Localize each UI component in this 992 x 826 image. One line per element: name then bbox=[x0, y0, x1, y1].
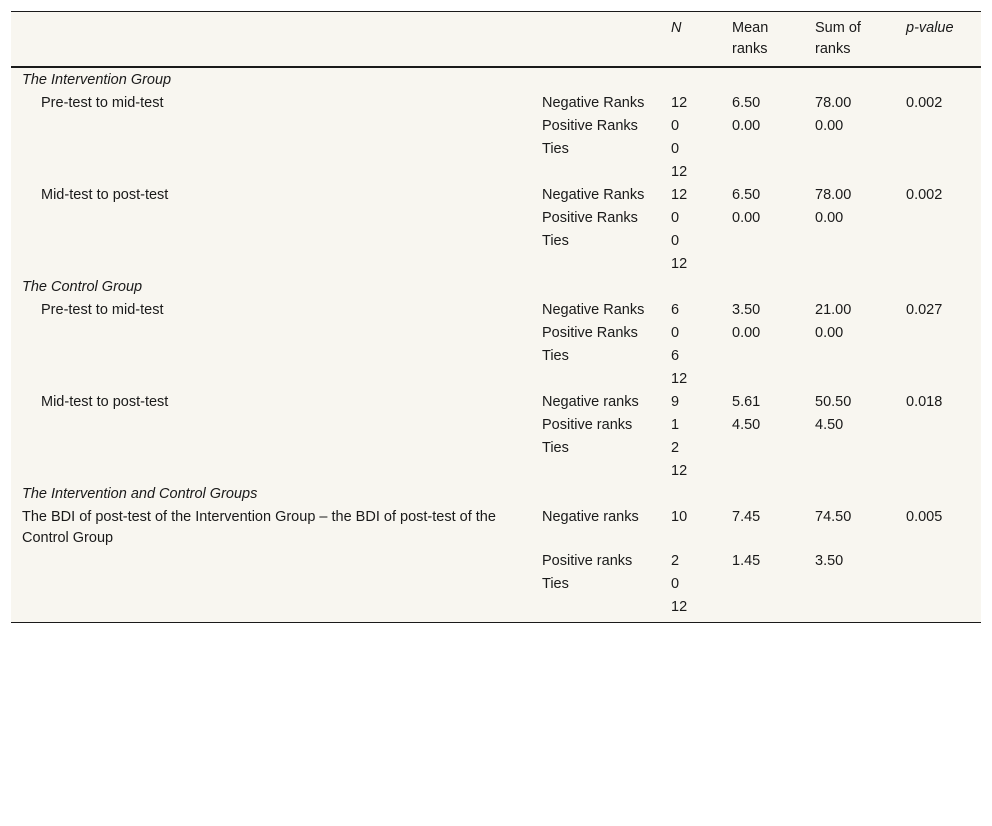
section-title: The Intervention Group bbox=[22, 72, 172, 88]
p-value-cell bbox=[895, 460, 981, 483]
rank-type-cell: Negative ranks bbox=[542, 394, 639, 410]
table-row bbox=[11, 207, 981, 230]
n-cell: 10 bbox=[671, 509, 688, 525]
sum-of-ranks-cell: 74.50 bbox=[815, 509, 852, 525]
p-value-cell bbox=[895, 322, 981, 345]
rank-type-cell: Ties bbox=[542, 440, 569, 456]
comparison-label: Mid-test to post-test bbox=[41, 187, 169, 203]
header-rank-type bbox=[531, 12, 660, 68]
rank-type-cell: Positive ranks bbox=[542, 553, 633, 569]
mean-ranks-cell: 1.45 bbox=[732, 553, 761, 569]
p-value-cell bbox=[895, 414, 981, 437]
rank-type-cell bbox=[531, 596, 660, 622]
p-value-cell bbox=[895, 207, 981, 230]
n-cell: 12 bbox=[671, 463, 688, 479]
table-row bbox=[11, 506, 981, 550]
rank-type-cell bbox=[531, 368, 660, 391]
table-row bbox=[11, 230, 981, 253]
rank-type-cell: Negative Ranks bbox=[542, 302, 645, 318]
mean-ranks-cell: 0.00 bbox=[732, 210, 761, 226]
table-row bbox=[11, 253, 981, 276]
header-row bbox=[11, 12, 981, 68]
mean-ranks-cell: 6.50 bbox=[732, 95, 761, 111]
comparison-label: Mid-test to post-test bbox=[41, 394, 169, 410]
p-value-cell bbox=[895, 437, 981, 460]
comparison-label: Pre-test to mid-test bbox=[41, 95, 164, 111]
comparison-label bbox=[11, 230, 531, 253]
sum-of-ranks-cell bbox=[804, 596, 895, 622]
table-row bbox=[11, 115, 981, 138]
p-value-cell: 0.027 bbox=[906, 302, 943, 318]
sum-of-ranks-cell bbox=[804, 138, 895, 161]
p-value-cell: 0.018 bbox=[906, 394, 943, 410]
rank-type-cell bbox=[531, 161, 660, 184]
comparison-label bbox=[11, 437, 531, 460]
sum-of-ranks-cell: 3.50 bbox=[815, 553, 844, 569]
sum-of-ranks-cell bbox=[804, 368, 895, 391]
mean-ranks-cell bbox=[721, 596, 804, 622]
sum-of-ranks-cell: 0.00 bbox=[815, 118, 844, 134]
header-n: N bbox=[671, 20, 682, 36]
mean-ranks-cell bbox=[721, 368, 804, 391]
comparison-label bbox=[11, 596, 531, 622]
table-row bbox=[11, 596, 981, 622]
comparison-label bbox=[11, 345, 531, 368]
n-cell: 2 bbox=[671, 553, 680, 569]
table-row bbox=[11, 345, 981, 368]
wilcoxon-results-table bbox=[11, 11, 981, 622]
p-value-cell bbox=[895, 596, 981, 622]
sum-of-ranks-cell: 78.00 bbox=[815, 95, 852, 111]
n-cell: 6 bbox=[671, 348, 680, 364]
p-value-cell bbox=[895, 573, 981, 596]
header-p-value: p-value bbox=[906, 20, 954, 36]
comparison-label bbox=[11, 138, 531, 161]
sum-of-ranks-cell bbox=[804, 253, 895, 276]
table-row bbox=[11, 138, 981, 161]
p-value-cell bbox=[895, 161, 981, 184]
sum-of-ranks-cell bbox=[804, 437, 895, 460]
table-row bbox=[11, 299, 981, 322]
p-value-cell: 0.005 bbox=[906, 509, 943, 525]
comparison-label bbox=[11, 207, 531, 230]
n-cell: 1 bbox=[671, 417, 680, 433]
sum-of-ranks-cell bbox=[804, 573, 895, 596]
sum-of-ranks-cell: 78.00 bbox=[815, 187, 852, 203]
mean-ranks-cell: 6.50 bbox=[732, 187, 761, 203]
n-cell: 0 bbox=[671, 325, 680, 341]
mean-ranks-cell: 7.45 bbox=[732, 509, 761, 525]
rank-type-cell: Negative Ranks bbox=[542, 187, 645, 203]
comparison-label bbox=[11, 573, 531, 596]
mean-ranks-cell: 4.50 bbox=[732, 417, 761, 433]
table-row bbox=[11, 184, 981, 207]
table-row bbox=[11, 573, 981, 596]
table-row bbox=[11, 391, 981, 414]
n-cell: 0 bbox=[671, 118, 680, 134]
n-cell: 9 bbox=[671, 394, 680, 410]
n-cell: 0 bbox=[671, 233, 680, 249]
header-sum-of-ranks: Sum of ranks bbox=[815, 20, 861, 57]
rank-type-cell: Ties bbox=[542, 348, 569, 364]
n-cell: 12 bbox=[671, 164, 688, 180]
comparison-label bbox=[11, 253, 531, 276]
n-cell: 12 bbox=[671, 371, 688, 387]
mean-ranks-cell bbox=[721, 253, 804, 276]
section-title: The Intervention and Control Groups bbox=[22, 486, 258, 502]
comparison-label: The BDI of post-test of the Intervention Group – the BDI of post-test of the Control Group bbox=[22, 509, 496, 546]
table-row bbox=[11, 161, 981, 184]
mean-ranks-cell: 5.61 bbox=[732, 394, 761, 410]
sum-of-ranks-cell bbox=[804, 161, 895, 184]
n-cell: 2 bbox=[671, 440, 680, 456]
results-table-container bbox=[11, 11, 981, 623]
p-value-cell bbox=[895, 115, 981, 138]
sum-of-ranks-cell: 0.00 bbox=[815, 210, 844, 226]
table-header bbox=[11, 12, 981, 68]
n-cell: 12 bbox=[671, 256, 688, 272]
comparison-label bbox=[11, 115, 531, 138]
section-title: The Control Group bbox=[22, 279, 143, 295]
comparison-label bbox=[11, 368, 531, 391]
p-value-cell bbox=[895, 345, 981, 368]
n-cell: 0 bbox=[671, 141, 680, 157]
rank-type-cell bbox=[531, 253, 660, 276]
table-row bbox=[11, 437, 981, 460]
p-value-cell bbox=[895, 550, 981, 573]
section-row bbox=[11, 483, 981, 506]
mean-ranks-cell: 0.00 bbox=[732, 118, 761, 134]
sum-of-ranks-cell: 0.00 bbox=[815, 325, 844, 341]
sum-of-ranks-cell bbox=[804, 230, 895, 253]
sum-of-ranks-cell bbox=[804, 460, 895, 483]
n-cell: 6 bbox=[671, 302, 680, 318]
table-row bbox=[11, 460, 981, 483]
comparison-label bbox=[11, 460, 531, 483]
rank-type-cell: Positive Ranks bbox=[542, 210, 638, 226]
mean-ranks-cell bbox=[721, 437, 804, 460]
rank-type-cell: Ties bbox=[542, 141, 569, 157]
sum-of-ranks-cell: 21.00 bbox=[815, 302, 852, 318]
rank-type-cell: Positive Ranks bbox=[542, 118, 638, 134]
mean-ranks-cell bbox=[721, 161, 804, 184]
p-value-cell bbox=[895, 138, 981, 161]
mean-ranks-cell: 0.00 bbox=[732, 325, 761, 341]
p-value-cell: 0.002 bbox=[906, 95, 943, 111]
section-row bbox=[11, 276, 981, 299]
rank-type-cell: Negative Ranks bbox=[542, 95, 645, 111]
p-value-cell: 0.002 bbox=[906, 187, 943, 203]
sum-of-ranks-cell bbox=[804, 345, 895, 368]
p-value-cell bbox=[895, 230, 981, 253]
sum-of-ranks-cell: 4.50 bbox=[815, 417, 844, 433]
mean-ranks-cell bbox=[721, 138, 804, 161]
n-cell: 12 bbox=[671, 187, 688, 203]
n-cell: 0 bbox=[671, 210, 680, 226]
mean-ranks-cell bbox=[721, 230, 804, 253]
comparison-label: Pre-test to mid-test bbox=[41, 302, 164, 318]
header-blank bbox=[11, 12, 531, 68]
mean-ranks-cell bbox=[721, 573, 804, 596]
n-cell: 12 bbox=[671, 599, 688, 615]
p-value-cell bbox=[895, 253, 981, 276]
table-row bbox=[11, 322, 981, 345]
comparison-label bbox=[11, 322, 531, 345]
mean-ranks-cell: 3.50 bbox=[732, 302, 761, 318]
rank-type-cell: Negative ranks bbox=[542, 509, 639, 525]
comparison-label bbox=[11, 414, 531, 437]
table-body bbox=[11, 67, 981, 622]
table-row bbox=[11, 368, 981, 391]
mean-ranks-cell bbox=[721, 345, 804, 368]
p-value-cell bbox=[895, 368, 981, 391]
comparison-label bbox=[11, 161, 531, 184]
rank-type-cell: Ties bbox=[542, 576, 569, 592]
rank-type-cell: Positive ranks bbox=[542, 417, 633, 433]
rank-type-cell: Positive Ranks bbox=[542, 325, 638, 341]
table-row bbox=[11, 414, 981, 437]
sum-of-ranks-cell: 50.50 bbox=[815, 394, 852, 410]
table-row bbox=[11, 550, 981, 573]
mean-ranks-cell bbox=[721, 460, 804, 483]
header-mean-ranks: Mean ranks bbox=[732, 20, 769, 57]
section-row bbox=[11, 67, 981, 92]
rank-type-cell: Ties bbox=[542, 233, 569, 249]
table-row bbox=[11, 92, 981, 115]
comparison-label bbox=[11, 550, 531, 573]
rank-type-cell bbox=[531, 460, 660, 483]
n-cell: 12 bbox=[671, 95, 688, 111]
n-cell: 0 bbox=[671, 576, 680, 592]
